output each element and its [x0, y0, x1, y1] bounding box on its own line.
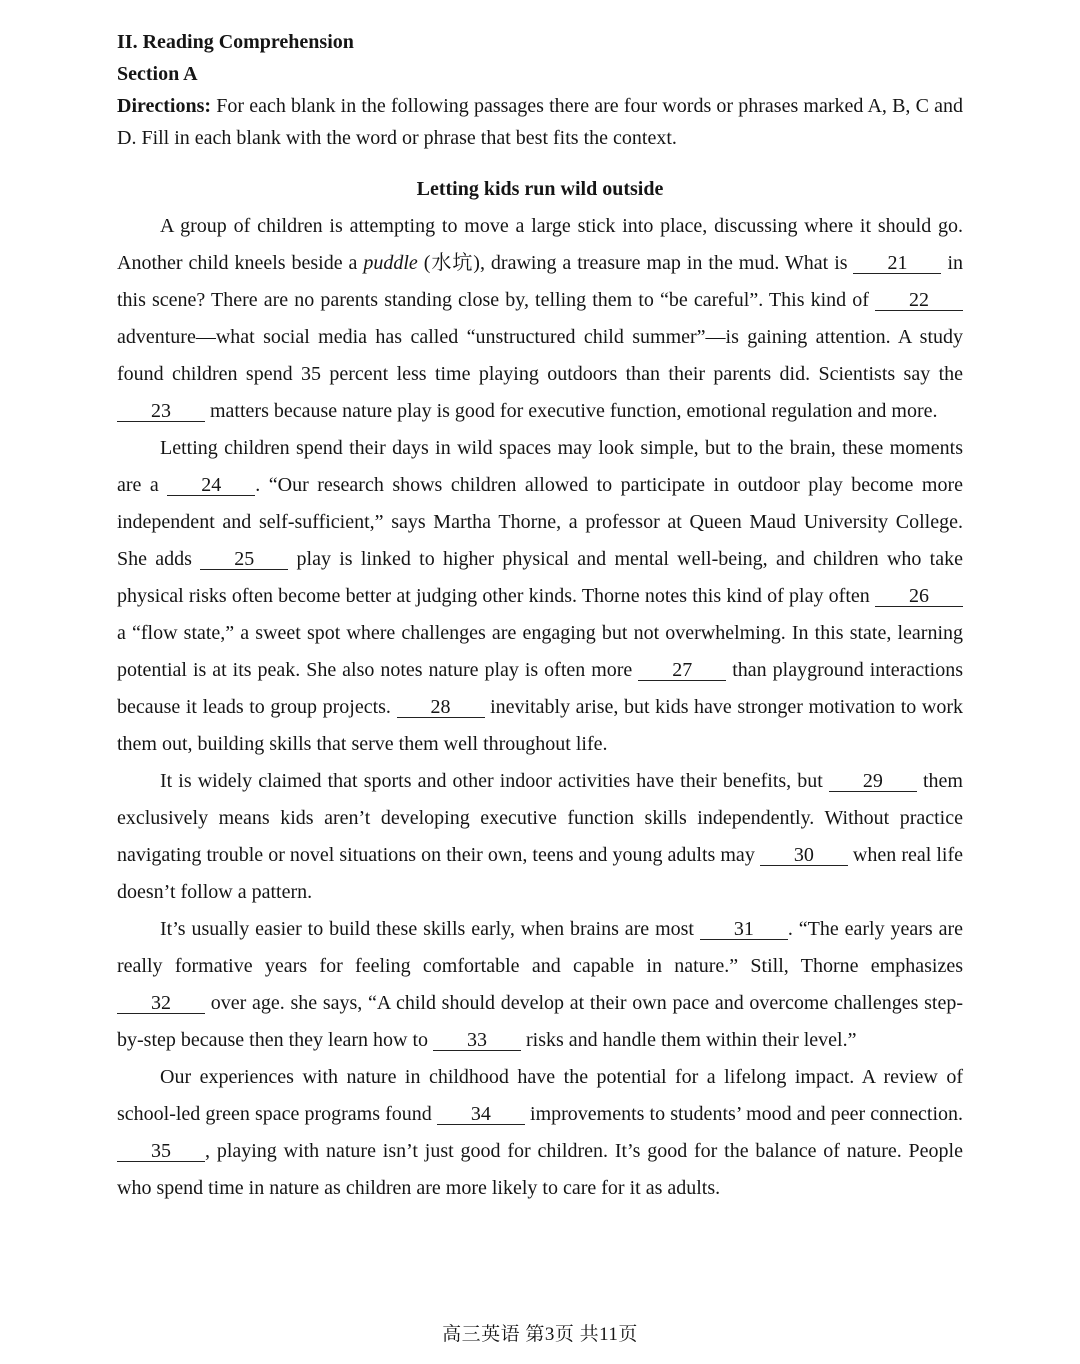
blank-32[interactable]: 32 [117, 993, 205, 1014]
paragraph-1 [117, 208, 963, 430]
blank-22[interactable]: 22 [875, 290, 963, 311]
text-run: It is widely claimed that sports and other indoor activities have their benefits, but [160, 770, 829, 792]
text-run: a “flow state,” a sweet spot where challenges are engaging but not overwhelming. In this state, learning potential is at its peak. She also notes nature play is often more [117, 622, 963, 681]
text-run: when real life doesn’t follow a pattern. [117, 844, 963, 903]
text-run: (水坑), drawing a treasure map in the mud. What is [417, 252, 854, 274]
paragraph-3 [117, 763, 963, 911]
blank-27[interactable]: 27 [638, 660, 726, 681]
text-run: . “The early years are really formative years for feeling comfortable and capable in nature.” Still, Thorne emphasizes [117, 918, 964, 977]
italic-word: puddle [363, 252, 418, 274]
blank-30[interactable]: 30 [760, 845, 848, 866]
blank-24[interactable]: 24 [167, 475, 255, 496]
text-run: than playground interactions because it leads to group projects. [117, 659, 963, 718]
blank-34[interactable]: 34 [437, 1104, 525, 1125]
blank-26[interactable]: 26 [875, 586, 963, 607]
blank-21[interactable]: 21 [853, 253, 941, 274]
text-run: . “Our research shows children allowed to participate in outdoor play become more independent and self-sufficient,” says Martha Thorne, a professor at Queen Maud University College. She adds [117, 474, 963, 570]
paragraph-2 [117, 430, 963, 763]
passage-body [117, 208, 963, 1207]
text-run: , playing with nature isn’t just good for children. It’s good for the balance of nature. People who spend time in nature as children are more likely to care for it as adults. [117, 1140, 963, 1199]
text-run: A group of children is attempting to move a large stick into place, discussing where it should go. Another child kneels beside a [117, 215, 963, 274]
text-run: improvements to students’ mood and peer connection. [524, 1103, 963, 1125]
directions [117, 90, 963, 154]
text-run: over age. she says, “A child should develop at their own pace and overcome challenges step-by-step because then they learn how to [117, 992, 963, 1051]
section-heading: II. Reading Comprehension [117, 31, 354, 53]
paragraph-5 [117, 1059, 963, 1207]
blank-25[interactable]: 25 [200, 549, 288, 570]
text-run: matters because nature play is good for executive function, emotional regulation and more. [205, 400, 938, 422]
text-run: adventure—what social media has called “unstructured child summer”—is gaining attention. A study found children spend 35 percent less time playing outdoors than their parents did. Scientists say the [117, 326, 963, 385]
text-run: inevitably arise, but kids have stronger motivation to work them out, building skills that serve them well throughout life. [117, 696, 963, 755]
text-run: risks and handle them within their level.” [521, 1029, 857, 1051]
blank-23[interactable]: 23 [117, 401, 205, 422]
blank-35[interactable]: 35 [117, 1141, 205, 1162]
text-run: Letting children spend their days in wild spaces may look simple, but to the brain, these moments are a [117, 437, 963, 496]
blank-29[interactable]: 29 [829, 771, 917, 792]
text-run: It’s usually easier to build these skills early, when brains are most [160, 918, 700, 940]
paragraph-4 [117, 911, 963, 1059]
blank-33[interactable]: 33 [433, 1030, 521, 1051]
blank-31[interactable]: 31 [700, 919, 788, 940]
text-run: them exclusively means kids aren’t developing executive function skills independently. Without practice navigating trouble or novel situations on their own, teens and young adults may [117, 770, 963, 866]
directions-text: For each blank in the following passages there are four words or phrases marked A, B, C and D. Fill in each blank with the word or phrase that best fits the context. [117, 95, 963, 149]
passage-title: Letting kids run wild outside [416, 178, 664, 200]
page-footer: 高三英语 第3页 共11页 [442, 1324, 638, 1345]
directions-label: Directions: [117, 95, 212, 117]
blank-28[interactable]: 28 [397, 697, 485, 718]
text-run: Our experiences with nature in childhood have the potential for a lifelong impact. A review of school-led green space programs found [117, 1066, 963, 1125]
text-run: in this scene? There are no parents standing close by, telling them to “be careful”. This kind of [117, 252, 963, 311]
text-run: play is linked to higher physical and mental well-being, and children who take physical risks often become better at judging other kinds. Thorne notes this kind of play often [117, 548, 963, 607]
section-subheading: Section A [117, 63, 198, 85]
